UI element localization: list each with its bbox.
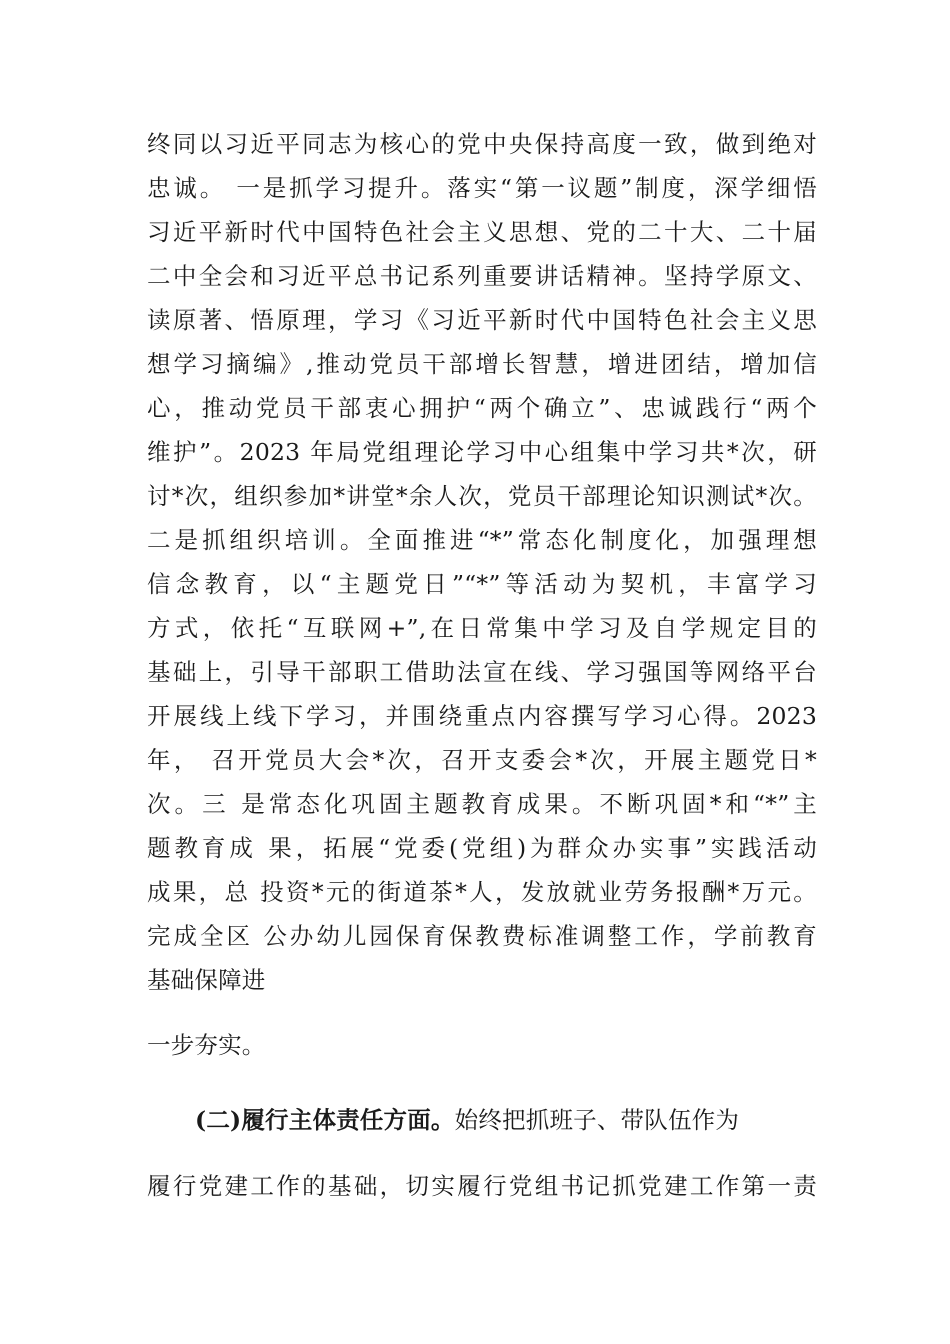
paragraph-2-first-line: [195, 1105, 795, 1135]
text-line: 讨*次，组织参加*讲堂*余人次，党员干部理论知识测试*次。: [147, 482, 817, 510]
text-line: 维护”。2023 年局党组理论学习中心组集中学习共*次，研: [147, 438, 817, 466]
text-line: 读原著、悟原理，学习《习近平新时代中国特色社会主义思: [147, 306, 817, 334]
text-line: 年， 召开党员大会*次，召开支委会*次，开展主题党日*: [147, 746, 817, 774]
text-line: 成果，总 投资*元的街道茶*人，发放就业劳务报酬*万元。: [147, 878, 817, 906]
text-line: 基础上，引导干部职工借助法宣在线、学习强国等网络平台: [147, 658, 817, 686]
text-line: 想学习摘编》,推动党员干部增长智慧，增进团结，增加信: [147, 350, 817, 378]
text-line: 信念教育，以“主题党日”“*”等活动为契机，丰富学习: [147, 570, 817, 598]
text-line: 完成全区 公办幼儿园保育保教费标准调整工作，学前教育: [147, 922, 817, 950]
text-line: 履行党建工作的基础，切实履行党组书记抓党建工作第一责: [147, 1172, 817, 1200]
paragraph-2-first-line-text: 始终把抓班子、带队伍作为: [454, 1106, 740, 1134]
section-heading: (二)履行主体责任方面。: [195, 1106, 455, 1134]
text-line-tail: 一步夯实。: [147, 1031, 266, 1059]
text-line: 次。三 是常态化巩固主题教育成果。不断巩固*和“*”主: [147, 790, 817, 818]
text-line: 基础保障进: [147, 966, 266, 994]
text-line: 二中全会和习近平总书记系列重要讲话精神。坚持学原文、: [147, 262, 817, 290]
text-line: 心，推动党员干部衷心拥护“两个确立”、忠诚践行“两个: [147, 394, 817, 422]
text-line: 习近平新时代中国特色社会主义思想、党的二十大、二十届: [147, 218, 817, 246]
text-line: 二是抓组织培训。全面推进“*”常态化制度化，加强理想: [147, 526, 817, 554]
text-line: 忠诚。 一是抓学习提升。落实“第一议题”制度，深学细悟: [147, 174, 817, 202]
text-line: 题教育成 果，拓展“党委(党组)为群众办实事”实践活动: [147, 834, 817, 862]
text-line: 终同以习近平同志为核心的党中央保持高度一致，做到绝对: [147, 130, 817, 158]
text-line: 开展线上线下学习，并围绕重点内容撰写学习心得。2023: [147, 702, 817, 730]
text-line: 方式，依托“互联网+”,在日常集中学习及自学规定目的: [147, 614, 817, 642]
